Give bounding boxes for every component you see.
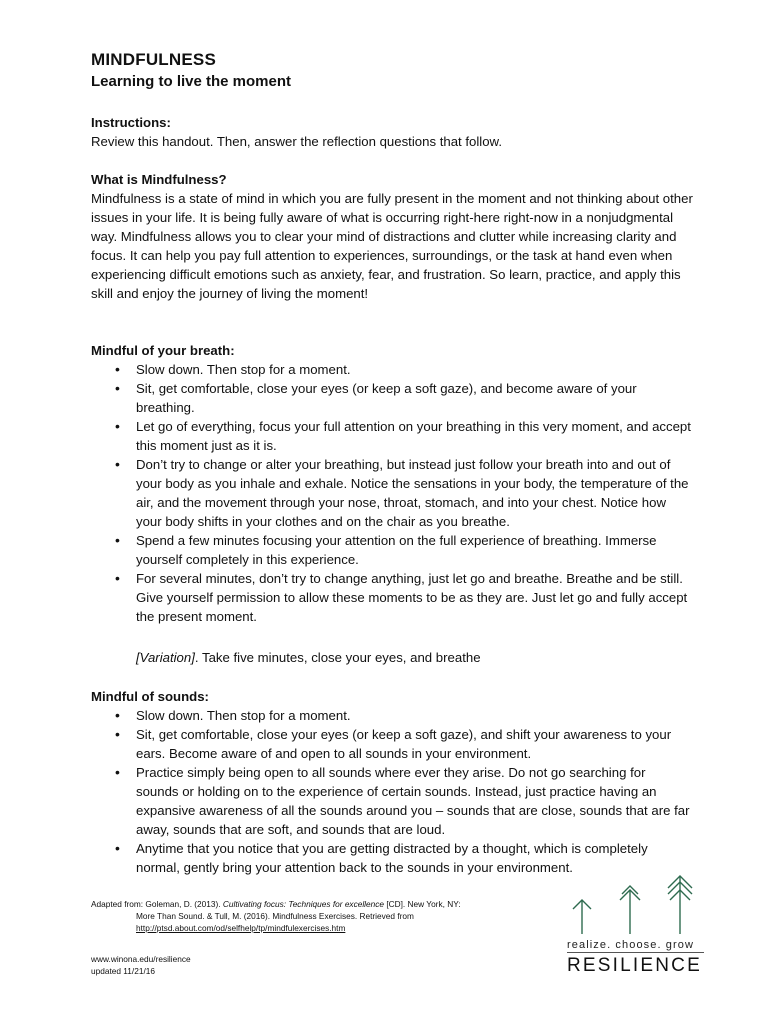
instructions-text: Review this handout. Then, answer the reflection questions that follow. — [91, 134, 503, 149]
logo-divider — [567, 952, 704, 953]
citation-line-2: More Than Sound. & Tull, M. (2016). Mindfulness Exercises. Retrieved from — [136, 911, 414, 921]
citation-prefix: Adapted from: Goleman, D. (2013). — [91, 899, 223, 909]
what-paragraph: Mindfulness is a state of mind in which you are fully present in the moment and not thinking about other issues in your life. It is being fully aware of what is occurring right-here right-now in a nonjudgmental way. Mindfulness allows you to clear your mind of distractions and clutter while increasing clarity and focus. It can help you pay full attention to experiences, surroundings, or the task at hand even when experiencing difficult emotions such as anxiety, fear, and frustration. So learn, practice, and apply this skill and enjoy the journey of living the moment! — [91, 191, 693, 301]
list-item: • Sit, get comfortable, close your eyes (or keep a soft gaze), and become aware of your breathing. — [91, 379, 691, 417]
list-item: • Slow down. Then stop for a moment. — [91, 706, 691, 725]
updated-date: updated 11/21/16 — [91, 966, 155, 976]
citation-title: Cultivating focus: Techniques for excellence — [222, 899, 385, 909]
page-subtitle: Learning to live the moment — [91, 73, 292, 90]
variation-text: . Take five minutes, close your eyes, and breathe — [194, 650, 481, 665]
citation-line-1 — [91, 898, 461, 910]
list-item: • Sit, get comfortable, close your eyes (or keep a soft gaze), and shift your awareness to your ears. Become aware of and open to all sounds in your environment. — [91, 725, 691, 763]
citation-link[interactable]: http://ptsd.about.com/od/selfhelp/tp/mindfulexercises.htm — [136, 923, 346, 933]
list-item: • Practice simply being open to all sounds where ever they arise. Do not go searching for sounds or holding on to the experience of certain sounds. Instead, just practice having an expansive awareness of all the sounds around you – sounds that are close, sounds that are far away, sounds that are soft, and sounds that are loud. — [91, 763, 691, 839]
variation-note — [136, 648, 481, 667]
citation-suffix: [CD]. New York, NY: — [384, 899, 461, 909]
instructions-heading: Instructions: — [91, 115, 171, 130]
site-url[interactable]: www.winona.edu/resilience — [91, 954, 191, 964]
breath-list — [91, 360, 691, 626]
what-heading: What is Mindfulness? — [91, 172, 227, 187]
list-item: • Anytime that you notice that you are getting distracted by a thought, which is completely normal, gently bring your attention back to the sounds in your environment. — [91, 839, 691, 877]
sounds-list — [91, 706, 691, 877]
logo-brand: RESILIENCE — [567, 955, 702, 976]
list-item: • Spend a few minutes focusing your attention on the full experience of breathing. Immerse yourself completely in this experience. — [91, 531, 691, 569]
list-item: • Let go of everything, focus your full attention on your breathing in this very moment, and accept this moment just as it is. — [91, 417, 691, 455]
list-item: • For several minutes, don’t try to change anything, just let go and breathe. Breathe and be still. Give yourself permission to allow these moments to be as they are. Just let go and fully accept the present moment. — [91, 569, 691, 626]
list-item: • Don’t try to change or alter your breathing, but instead just follow your breath into and out of your body as you inhale and exhale. Notice the sensations in your body, the temperature of the air, and the movement through your nose, throat, stomach, and into your chest. Notice how your body shifts in your clothes and on the chair as you breathe. — [91, 455, 691, 531]
logo-tagline: realize. choose. grow — [567, 939, 695, 951]
page-title: MINDFULNESS — [91, 50, 216, 69]
sounds-heading: Mindful of sounds: — [91, 689, 209, 704]
list-item: • Slow down. Then stop for a moment. — [91, 360, 691, 379]
breath-heading: Mindful of your breath: — [91, 343, 235, 358]
variation-label: [Variation] — [136, 650, 195, 665]
